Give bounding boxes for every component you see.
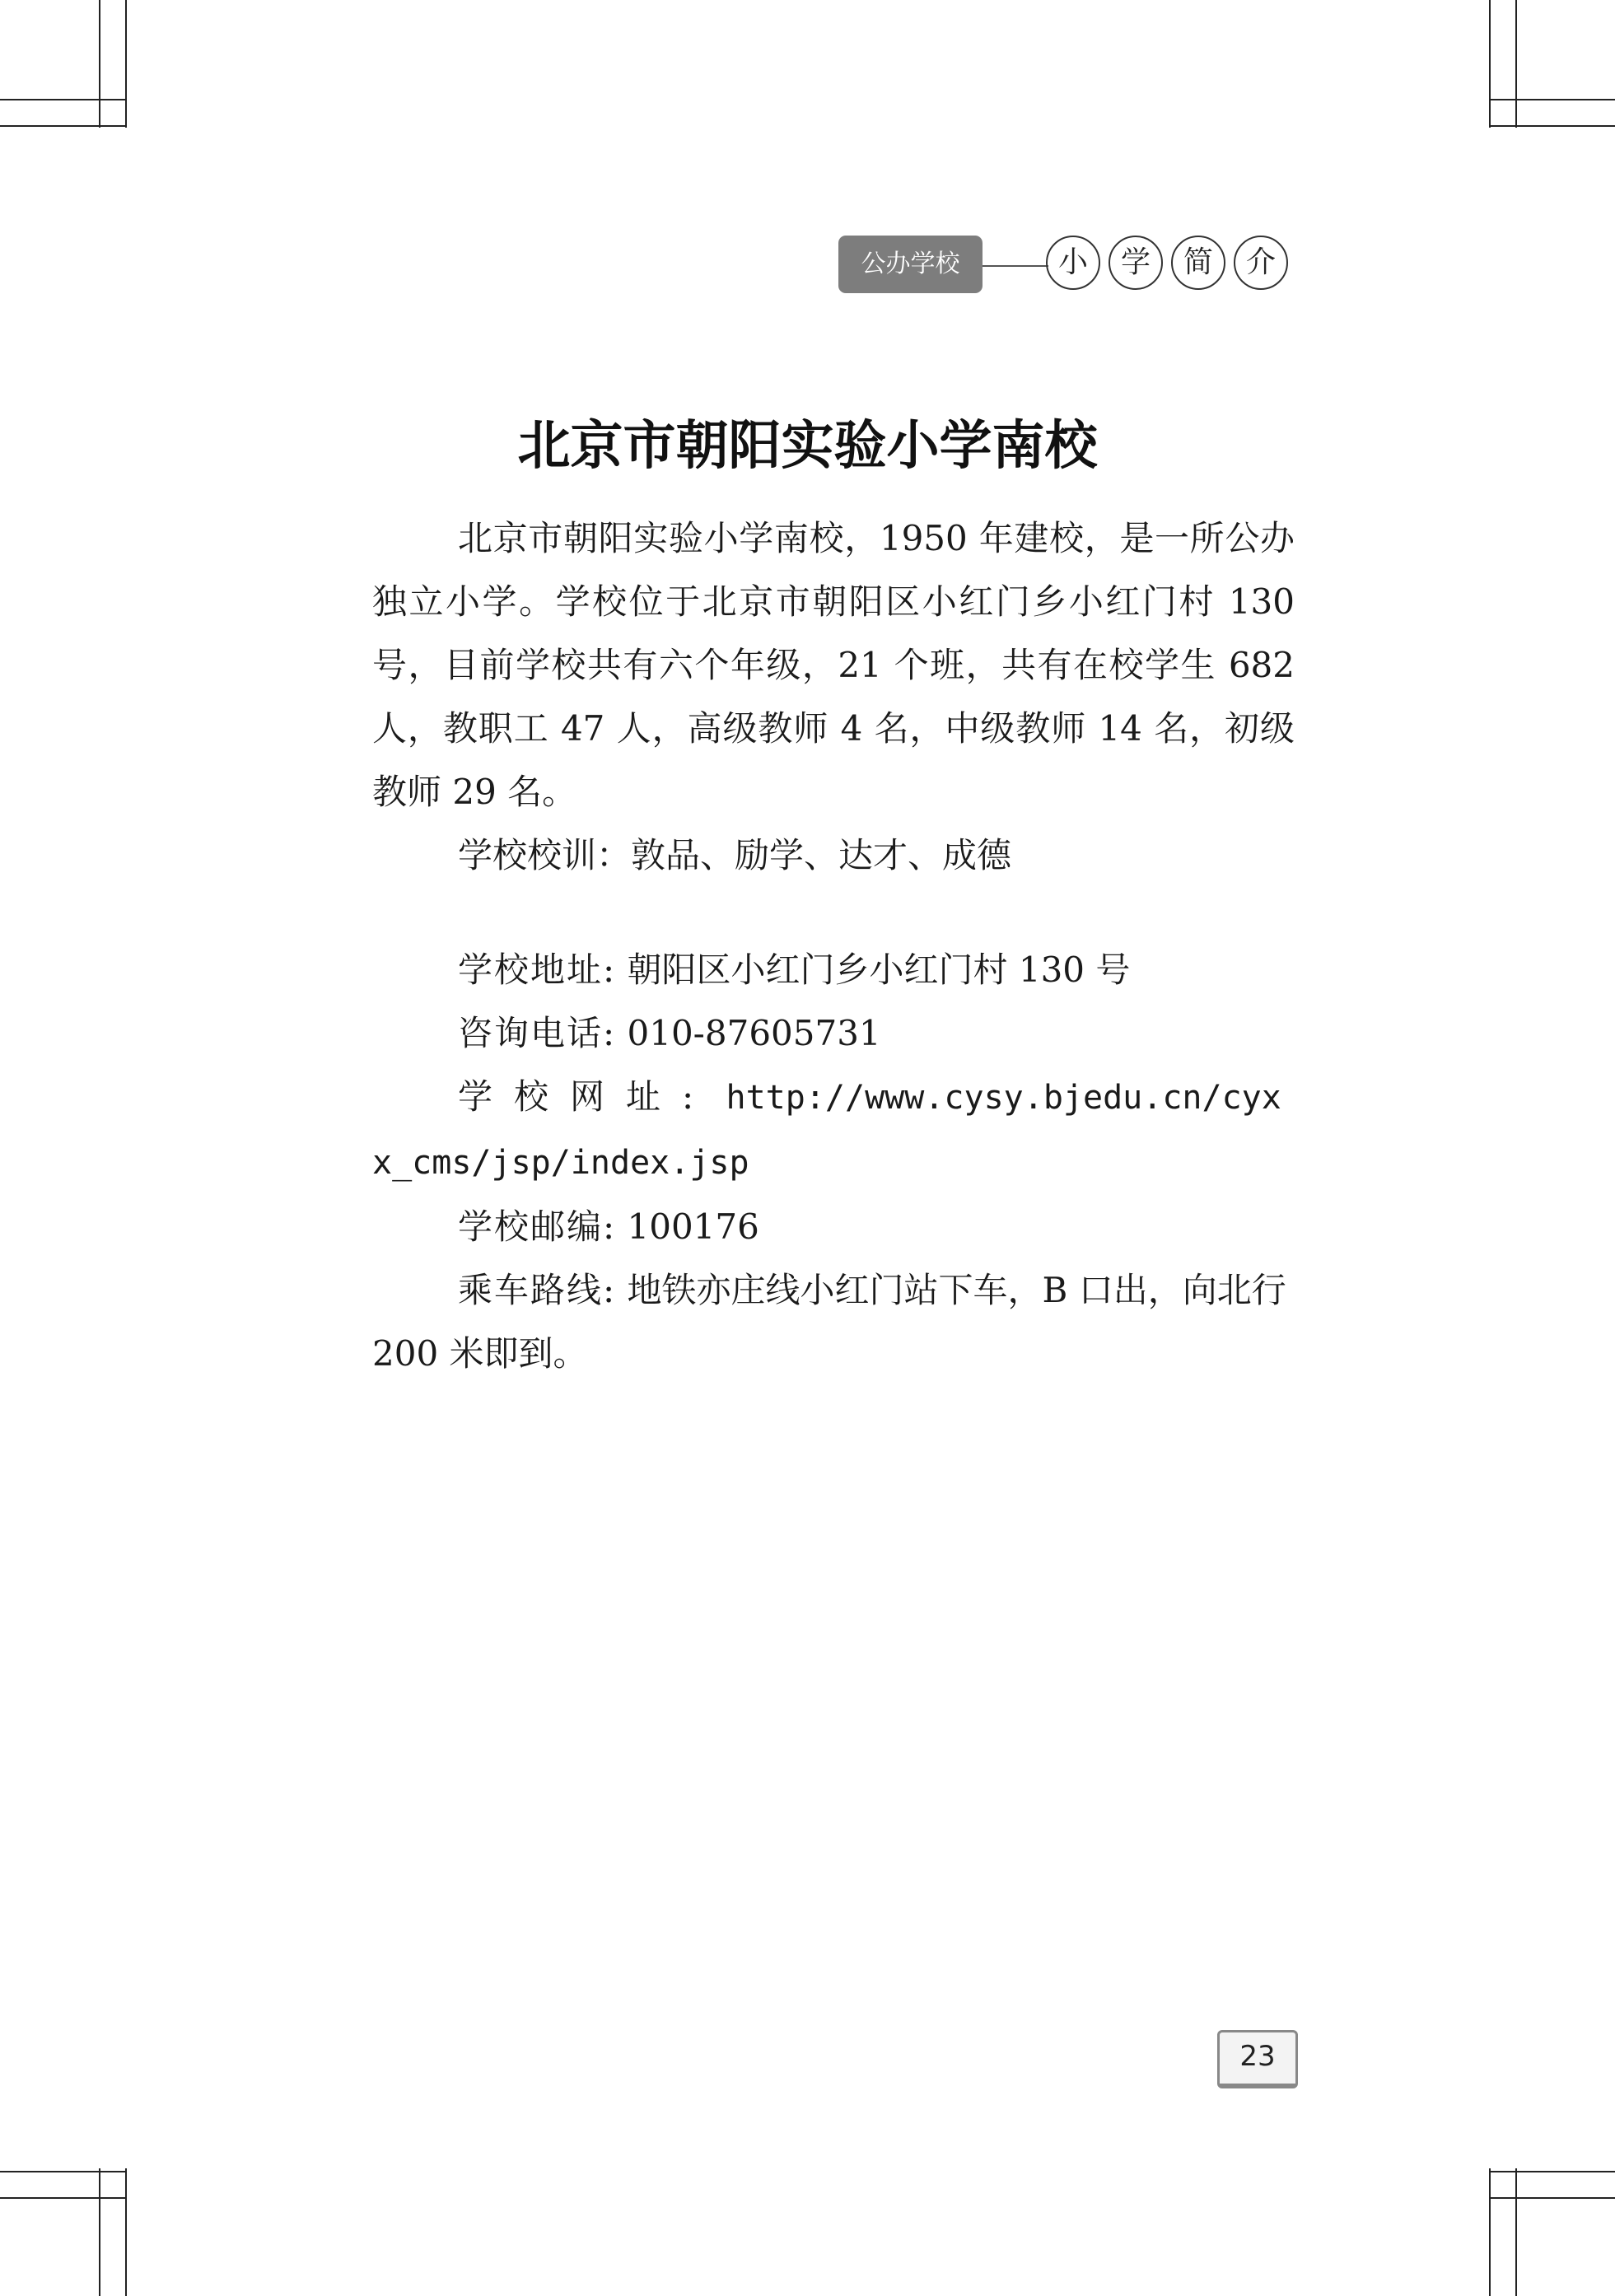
route-value: 地铁亦庄线小红门站下车，B 口出，向北行 200 米即到。 bbox=[372, 1270, 1286, 1374]
running-header bbox=[838, 236, 1287, 293]
circled-char: 介 bbox=[1234, 236, 1288, 290]
crop-mark bbox=[1489, 2171, 1615, 2172]
postcode-value: 100176 bbox=[627, 1206, 759, 1247]
section-tag: 公办学校 bbox=[838, 236, 983, 293]
postcode-line bbox=[372, 1195, 1295, 1258]
body-text bbox=[372, 506, 1295, 1385]
page-title: 北京市朝阳实验小学南校 bbox=[517, 416, 1098, 477]
address-label: 学校地址: bbox=[458, 950, 617, 990]
crop-mark bbox=[1489, 2168, 1491, 2296]
circled-char: 学 bbox=[1109, 236, 1163, 290]
phone-label: 咨询电话: bbox=[458, 1013, 617, 1053]
circled-char: 简 bbox=[1171, 236, 1225, 290]
crop-mark bbox=[0, 2171, 125, 2172]
crop-mark bbox=[1489, 2197, 1615, 2199]
postcode-label: 学校邮编: bbox=[458, 1206, 617, 1247]
circled-char: 小 bbox=[1046, 236, 1100, 290]
crop-mark bbox=[125, 2168, 127, 2296]
crop-mark bbox=[1489, 99, 1615, 100]
crop-mark bbox=[99, 0, 100, 128]
address-line bbox=[372, 938, 1295, 1001]
crop-mark bbox=[1489, 0, 1491, 128]
route-line bbox=[372, 1258, 1295, 1385]
crop-mark bbox=[1515, 0, 1517, 128]
crop-mark bbox=[0, 2197, 125, 2199]
website-label: 学校网址: bbox=[458, 1076, 716, 1117]
website-value[interactable]: http://www.cysy.bjedu.cn/cyxx_cms/jsp/index.jsp bbox=[372, 1079, 1281, 1182]
website-line bbox=[372, 1065, 1295, 1195]
crop-mark bbox=[0, 125, 125, 127]
crop-mark bbox=[0, 99, 125, 100]
crop-mark bbox=[1489, 125, 1615, 127]
phone-line bbox=[372, 1001, 1295, 1065]
page-number: 23 bbox=[1217, 2030, 1298, 2088]
crop-mark bbox=[99, 2168, 100, 2296]
crop-mark bbox=[125, 0, 127, 128]
motto-line: 学校校训：敦品、励学、达才、成德 bbox=[458, 835, 1012, 875]
crop-mark bbox=[1515, 2168, 1517, 2296]
circled-heading bbox=[1046, 236, 1288, 290]
phone-value: 010-87605731 bbox=[627, 1013, 881, 1053]
spacer bbox=[372, 887, 1295, 938]
header-connector-line bbox=[983, 265, 1048, 267]
address-value: 朝阳区小红门乡小红门村 130 号 bbox=[627, 950, 1131, 990]
intro-paragraph: 北京市朝阳实验小学南校，1950 年建校，是一所公办独立小学。学校位于北京市朝阳区小红门乡小红门村 130 号，目前学校共有六个年级，21 个班，共有在校学生 682 人，教职工 47 人，高级教师 4 名，中级教师 14 名，初级教师 29 名。 bbox=[372, 518, 1295, 812]
route-label: 乘车路线: bbox=[458, 1270, 617, 1310]
